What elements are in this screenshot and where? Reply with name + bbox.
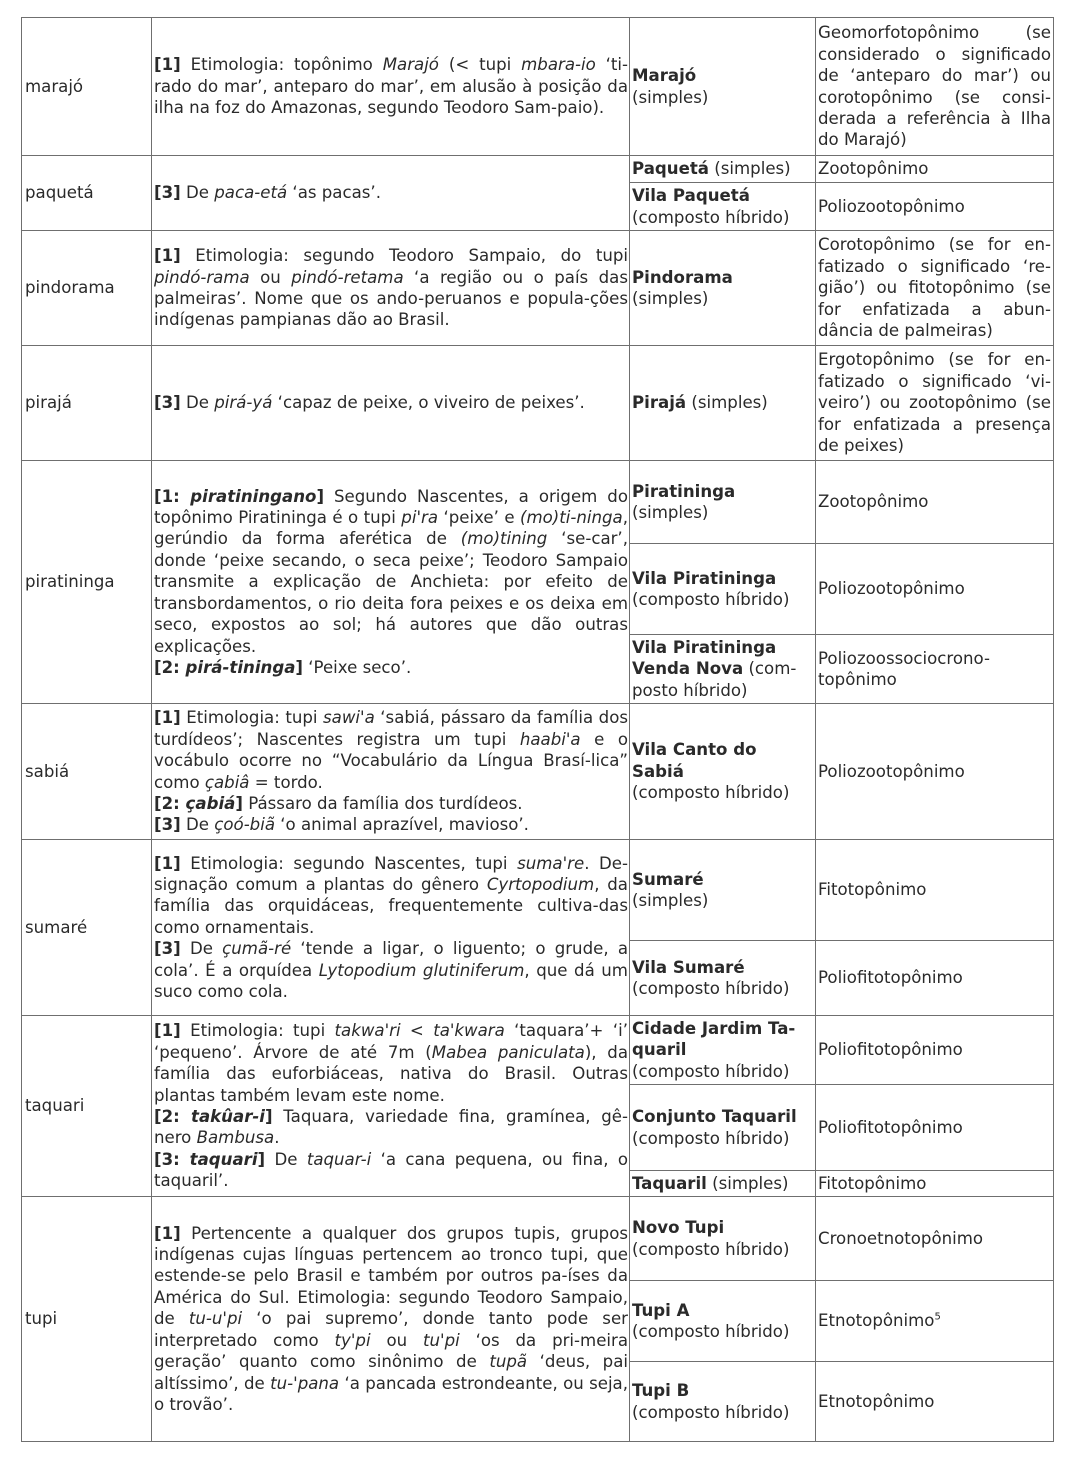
etymology-text: De [180, 183, 215, 203]
term-cell [22, 346, 152, 461]
etymology-paragraph [154, 938, 628, 1002]
etymology-text: De [180, 939, 223, 959]
term-text: sumaré [25, 917, 88, 937]
etymology-text: [1] [154, 708, 181, 728]
classification-cell [816, 1281, 1054, 1362]
etymology-paragraph [154, 1020, 628, 1106]
etymology-text: pindó-rama [154, 267, 250, 287]
etymology-cell [152, 18, 630, 156]
classification-text: Poliozootopônimo [818, 196, 965, 216]
toponym-cell [630, 840, 816, 941]
classification-cell [816, 1197, 1054, 1281]
etymology-text: ‘taquara’+ ‘i’ ‘pequeno’. Árvore de até 7m ( [154, 1021, 628, 1062]
etymology-text: pindó-retama [291, 267, 404, 287]
toponym-name: Taquaril [632, 1173, 707, 1193]
etymology-text: ‘Peixe seco’. [303, 657, 412, 677]
etymology-text: ‘ti-rado do mar’, anteparo do mar’, em alusão à posição da ilha na foz do Amazonas, segundo Teodoro Sam-paio). [154, 55, 629, 118]
toponym-structure: (composto híbrido) [632, 590, 790, 609]
etymology-text: e o vocábulo ocorre no “Vocabulário da Língua Brasí-lica” como [154, 729, 628, 792]
toponym-cell [630, 1362, 816, 1442]
table-row [22, 346, 1054, 461]
etymology-text: tupã [489, 1352, 528, 1372]
table-row [22, 840, 1054, 941]
classification-cell [816, 1362, 1054, 1442]
toponym-name: Vila Piratininga Venda Nova [632, 637, 777, 679]
toponym-table-body [22, 18, 1054, 1442]
toponym-cell [630, 1281, 816, 1362]
etymology-text: [1] [154, 246, 181, 266]
etymology-text: (mo)tining [460, 529, 548, 549]
term-cell [22, 840, 152, 1016]
term-cell [22, 461, 152, 704]
classification-cell [816, 1016, 1054, 1085]
etymology-text: ‘a região ou o país das palmeiras’. Nome que os ando-peruanos e popula-ções indígenas pampianas dão ao Brasil. [154, 267, 628, 330]
etymology-text: piratiningano [190, 486, 317, 506]
etymology-text: (< tupi [438, 55, 522, 75]
toponym-name: Vila Canto do Sabiá [632, 740, 757, 781]
etymology-text: çabiá [185, 793, 236, 813]
etymology-text: [3] [154, 393, 181, 413]
etymology-text: [1] [154, 1223, 181, 1243]
table-row [22, 704, 1054, 840]
etymology-text: mbara-io [521, 55, 596, 75]
etymology-text: [2: [154, 657, 186, 677]
toponym-name: Cidade Jardim Ta-quaril [632, 1018, 796, 1060]
etymology-text: ), da família das euforbiáceas, nativa do Brasil. Outras plantas também levam este nome. [154, 1042, 628, 1105]
toponym-cell [630, 346, 816, 461]
term-text: sabiá [25, 761, 70, 781]
toponym-structure: (com-posto híbrido) [632, 659, 797, 700]
table-row [22, 156, 1054, 183]
etymology-text: ‘o animal aprazível, mavioso’. [275, 815, 529, 835]
etymology-text: Bambusa [196, 1128, 275, 1148]
toponym-name: Pindorama [632, 267, 733, 287]
toponym-structure: (composto híbrido) [632, 1402, 790, 1422]
etymology-paragraph [154, 392, 628, 413]
toponym-cell [630, 704, 816, 840]
toponym-structure: (simples) [632, 289, 709, 308]
term-text: marajó [25, 76, 84, 96]
etymology-text: Etimologia: topônimo [180, 55, 383, 75]
etymology-text: [2: [154, 1107, 192, 1126]
toponym-name: Marajó [632, 66, 697, 86]
table-row [22, 18, 1054, 156]
toponym-structure: (composto híbrido) [632, 207, 790, 227]
etymology-text: pirá-tininga [185, 657, 296, 677]
etymology-text: , da família das orquidáceas, frequentemente cultiva-das como ornamentais. [154, 874, 628, 937]
etymology-text: De [265, 1149, 307, 1169]
etymology-text: [1: [154, 486, 191, 506]
classification-cell [816, 183, 1054, 231]
toponym-cell [630, 544, 816, 635]
etymology-text: Mabea paniculata [431, 1042, 585, 1062]
etymology-text: haabi'a [519, 729, 581, 749]
etymology-cell [152, 1016, 630, 1197]
toponym-name: Vila Piratininga [632, 568, 777, 588]
classification-cell [816, 941, 1054, 1016]
table-row [22, 1016, 1054, 1085]
term-text: piratininga [25, 572, 115, 592]
etymology-text: çumã-ré [222, 939, 292, 959]
etymology-text: . De-signação comum a plantas do gênero [154, 853, 628, 894]
etymology-paragraph [154, 1149, 628, 1192]
etymology-text: = tordo. [249, 772, 323, 792]
toponym-structure: (simples) [632, 87, 709, 107]
classification-text: Poliozootopônimo [818, 761, 965, 781]
etymology-text: Segundo Nascentes, a origem do topônimo Piratininga é o tupi [154, 486, 628, 528]
classification-cell [816, 1085, 1054, 1171]
classification-text: Ergotopônimo (se for en-fatizado o significado ‘vi-veiro’) ou zootopônimo (se for enfatizada a presença de peixes) [818, 350, 1051, 456]
classification-text: Poliofitotopônimo [818, 1117, 963, 1137]
etymology-text: ] [316, 486, 325, 506]
etymology-text: Pertencente a qualquer dos grupos tupis, grupos indígenas cujas línguas pertencem ao tronco tupi, que estende-se pelo Brasil e também por outros pa-íses da América do Sul. Etimologia: segundo Teodoro Sampaio, de [154, 1223, 628, 1329]
etymology-text: Pássaro da família dos turdídeos. [242, 793, 523, 813]
toponym-name: Conjunto Taquaril [632, 1107, 797, 1127]
toponym-cell [630, 18, 816, 156]
table-row [22, 231, 1054, 346]
etymology-text: tu'pi [422, 1330, 460, 1350]
term-text: pirajá [25, 393, 72, 413]
etymology-text: sawi'a [323, 708, 375, 728]
toponym-structure: (simples) [632, 503, 709, 522]
etymology-paragraph [154, 1106, 628, 1149]
term-cell [22, 704, 152, 840]
toponym-structure: (composto híbrido) [632, 1239, 790, 1259]
toponym-name: Tupi A [632, 1300, 690, 1320]
toponym-structure: (simples) [632, 891, 709, 910]
etymology-text: Etimologia: tupi [180, 708, 324, 728]
toponym-cell [630, 1085, 816, 1171]
etymology-paragraph [154, 486, 628, 657]
toponym-name: Piratininga [632, 481, 736, 501]
classification-text: Zootopônimo [818, 492, 929, 512]
etymology-text: [3] [154, 815, 181, 835]
etymology-text: Etimologia: segundo Teodoro Sampaio, do tupi [180, 246, 628, 266]
classification-cell [816, 1171, 1054, 1197]
etymology-paragraph [154, 814, 628, 835]
etymology-text: Lytopodium glutiniferum [318, 960, 525, 980]
etymology-text: [1] [154, 853, 181, 873]
etymology-text: ‘sabiá, pássaro da família dos turdídeos’; Nascentes registra um tupi [154, 708, 629, 749]
etymology-text: ‘se-car’, donde ‘peixe secando, o seca peixe’; Teodoro Sampaio transmite a explicação de Anchieta: por efeito de transbordamentos, o rio deita fora peixes e os deixa em seco, expostos ao sol; há autores que dão outras explicações. [154, 529, 628, 656]
etymology-text: ‘a cana pequena, ou fina, o taquaril’. [154, 1149, 628, 1191]
etymology-text: Etimologia: tupi [180, 1021, 335, 1041]
toponym-cell [630, 1016, 816, 1085]
term-text: paquetá [25, 183, 94, 203]
etymology-cell [152, 156, 630, 231]
etymology-text: paca-etá [214, 183, 288, 203]
toponym-cell [630, 461, 816, 544]
etymology-text: suma're [517, 853, 585, 873]
footnote-marker: 5 [934, 1311, 941, 1323]
toponym-structure: (composto híbrido) [632, 1128, 790, 1148]
etymology-text: , gerúndio da forma aferética de [154, 508, 628, 549]
etymology-text: ‘o pai supremo’, donde tanto pode ser interpretado como [154, 1309, 628, 1350]
etymology-text: taquari [189, 1149, 258, 1169]
term-cell [22, 18, 152, 156]
term-cell [22, 1016, 152, 1197]
etymology-text: , que dá um suco como cola. [154, 960, 628, 1002]
etymology-text: ] [264, 1107, 273, 1126]
etymology-text: ty'pi [334, 1330, 371, 1350]
toponym-name: Sumaré [632, 869, 704, 889]
etymology-text: . [274, 1128, 280, 1148]
toponym-structure: (composto híbrido) [632, 1061, 790, 1081]
toponym-cell [630, 183, 816, 231]
classification-text: Zootopônimo [818, 159, 929, 179]
etymology-paragraph [154, 793, 628, 814]
etymology-text: De [180, 393, 215, 413]
classification-text: Poliofitotopônimo [818, 1040, 963, 1060]
classification-text: Geomorfotopônimo (se considerado o significado de ‘anteparo do mar’) ou corotopônimo (se consi-derada a referência à Ilha do Marajó) [818, 23, 1051, 150]
toponym-name: Paquetá [632, 159, 709, 179]
classification-text: Cronoetnotopônimo [818, 1228, 984, 1248]
etymology-text: De [180, 815, 215, 835]
classification-cell [816, 704, 1054, 840]
etymology-text: pi'ra [401, 508, 438, 528]
term-cell [22, 231, 152, 346]
etymology-text: ‘capaz de peixe, o viveiro de peixes’. [272, 393, 585, 413]
toponym-cell [630, 1171, 816, 1197]
toponym-cell [630, 1197, 816, 1281]
etymology-text: [1] [154, 55, 181, 75]
etymology-paragraph [154, 1223, 628, 1416]
etymology-text: ] [295, 657, 303, 677]
toponym-structure: (composto híbrido) [632, 979, 790, 998]
etymology-text: çoó-biã [214, 815, 275, 835]
term-cell [22, 1197, 152, 1442]
toponym-structure: (simples) [712, 1173, 789, 1193]
etymology-text: ‘peixe’ e [438, 508, 520, 528]
etymology-text: ‘os da pri-meira geração’ quanto como sinônimo de [154, 1330, 628, 1372]
etymology-paragraph [154, 245, 628, 331]
table-row [22, 461, 1054, 544]
classification-text: Etnotopônimo [818, 1311, 935, 1331]
classification-text: Poliofitotopônimo [818, 968, 963, 988]
term-text: pindorama [25, 278, 115, 298]
term-cell [22, 156, 152, 231]
etymology-text: [1] [154, 1021, 181, 1041]
etymology-text: tu-u'pi [188, 1309, 243, 1329]
etymology-text: takwa'ri < ta'kwara [334, 1021, 505, 1041]
etymology-paragraph [154, 657, 628, 678]
toponym-table [21, 17, 1054, 1442]
etymology-paragraph [154, 853, 628, 939]
classification-cell [816, 346, 1054, 461]
etymology-text: Etimologia: segundo Nascentes, tupi [180, 853, 518, 873]
classification-cell [816, 840, 1054, 941]
toponym-cell [630, 231, 816, 346]
etymology-text: (mo)ti-ninga [520, 508, 623, 528]
toponym-name: Vila Sumaré [632, 957, 745, 977]
etymology-text: ‘deus, pai altíssimo’, de [154, 1352, 628, 1393]
etymology-text: çabiâ [204, 772, 250, 792]
etymology-cell [152, 346, 630, 461]
toponym-name: Vila Paquetá [632, 186, 750, 206]
etymology-text: Cyrtopodium [486, 874, 595, 894]
etymology-text: [3] [154, 939, 181, 959]
classification-text: Poliozootopônimo [818, 579, 965, 599]
toponym-cell [630, 156, 816, 183]
toponym-name: Novo Tupi [632, 1218, 725, 1238]
etymology-cell [152, 461, 630, 704]
toponym-structure: (simples) [691, 393, 768, 413]
etymology-text: pirá-yá [214, 393, 273, 413]
etymology-text: ] [235, 793, 243, 813]
etymology-text: [2: [154, 793, 186, 813]
toponym-structure: (simples) [714, 159, 791, 179]
etymology-text: taquar-i [306, 1149, 372, 1169]
toponym-name: Tupi B [632, 1381, 690, 1401]
etymology-cell [152, 704, 630, 840]
etymology-cell [152, 231, 630, 346]
toponym-cell [630, 941, 816, 1016]
toponym-structure: (composto híbrido) [632, 783, 790, 803]
etymology-text: Taquara, variedade fina, gramínea, gê-nero [154, 1107, 628, 1148]
classification-cell [816, 544, 1054, 635]
etymology-text: [3] [154, 183, 181, 203]
etymology-text: takûar-i [191, 1107, 265, 1126]
etymology-paragraph [154, 182, 628, 203]
classification-text: Poliozoossociocrono-topônimo [818, 648, 990, 689]
etymology-text: ] [257, 1149, 266, 1169]
etymology-text: ou [249, 267, 292, 287]
term-text: taquari [25, 1096, 85, 1116]
etymology-text: Marajó [382, 55, 439, 75]
classification-cell [816, 18, 1054, 156]
etymology-text: [3: [154, 1149, 190, 1169]
classification-text: Etnotopônimo [818, 1391, 935, 1411]
etymology-paragraph [154, 707, 628, 793]
toponym-cell [630, 635, 816, 704]
classification-cell [816, 461, 1054, 544]
etymology-text: tu-'pana [270, 1373, 340, 1393]
etymology-text: ‘a pancada estrondeante, ou seja, o trovão’. [154, 1373, 628, 1414]
classification-cell [816, 635, 1054, 704]
classification-text: Corotopônimo (se for en-fatizado o significado ‘re-gião’) ou fitotopônimo (se for enfatizada a abun-dância de palmeiras) [818, 235, 1051, 341]
etymology-text: ou [370, 1330, 423, 1350]
etymology-text: ‘as pacas’. [287, 183, 381, 203]
toponym-name: Pirajá [632, 393, 687, 413]
classification-text: Fitotopônimo [818, 880, 927, 900]
etymology-cell [152, 840, 630, 1016]
etymology-text: ‘tende a ligar, o liguento; o grude, a cola’. É a orquídea [154, 939, 628, 980]
classification-cell [816, 156, 1054, 183]
term-text: tupi [25, 1309, 58, 1329]
etymology-paragraph [154, 54, 628, 118]
toponym-structure: (composto híbrido) [632, 1322, 790, 1341]
table-row [22, 1197, 1054, 1281]
classification-text: Fitotopônimo [818, 1173, 927, 1193]
etymology-cell [152, 1197, 630, 1442]
classification-cell [816, 231, 1054, 346]
